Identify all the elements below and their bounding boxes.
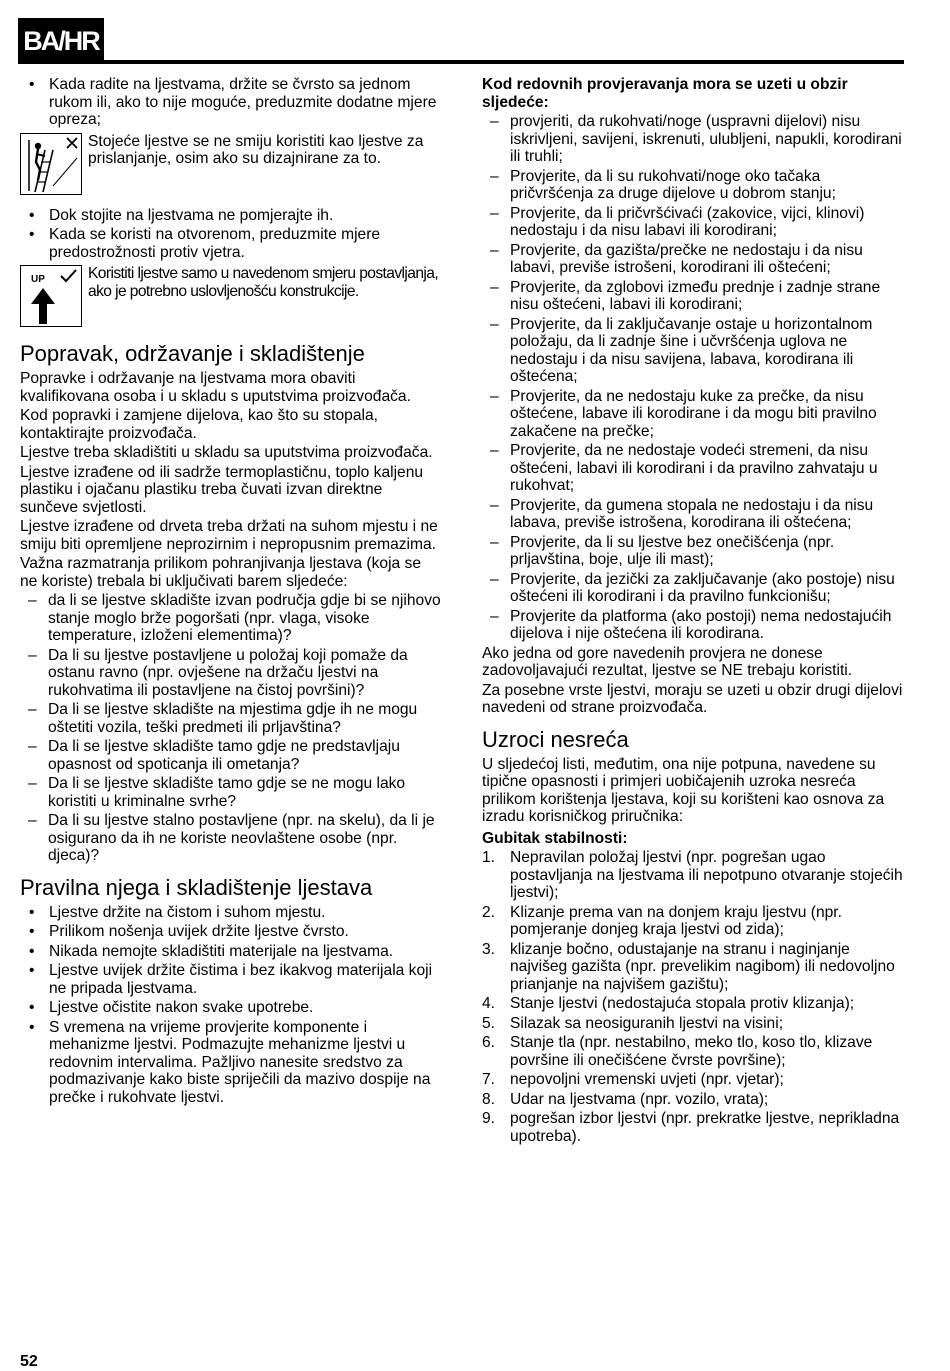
section-title-care: Pravilna njega i skladištenje ljestava <box>20 874 373 900</box>
bullet-item: • Dok stojite na ljestvama ne pomjerajte ih. <box>20 207 442 225</box>
paragraph: Popravke i održavanje na ljestvama mora obaviti kvalifikovana osoba i u skladu s uputstvima proizvođača. <box>20 370 411 405</box>
paragraph: U sljedećoj listi, međutim, ona nije potpuna, navedene su tipične opasnosti i primjeri uobičajenih uzroka nesreća prilikom korištenja ljestava, koji su korišteni kao osnova za izradu korisničkog priručnika: <box>482 755 885 825</box>
paragraph: Ljestve treba skladištiti u skladu sa uputstvima proizvođača. <box>20 444 433 461</box>
cause-item: 5. Silazak sa neosiguranih ljestvi na visini; <box>482 1014 784 1032</box>
paragraph: Kod popravki i zamjene dijelova, kao što su stopala, kontaktirajte proizvođača. <box>20 407 378 442</box>
header-rule <box>18 60 904 64</box>
page-number: 52 <box>20 1353 38 1370</box>
cause-item: 2. Klizanje prema van na donjem kraju ljestvu (npr. pomjeranje donjeg kraja ljestvi od zida); <box>482 903 842 938</box>
dash-item: – Da li se ljestve skladište tamo gdje se ne mogu lako koristiti u kriminalne svrhe? <box>20 775 442 810</box>
check-item: – Provjerite, da zglobovi između prednje i zadnje strane nisu oštećeni, labavi ili korodirani; <box>482 279 904 314</box>
paragraph: Ako jedna od gore navedenih provjera ne donese zadovoljavajući rezultat, ljestve se NE trebaju koristiti. <box>482 644 853 679</box>
check-item: – Provjerite, da ne nedostaje vodeći stremeni, da nisu oštećeni, labavi ili korodirani i da pravilno zahvataju u rukohvat; <box>482 442 904 495</box>
section-title-accidents: Uzroci nesreća <box>482 726 629 752</box>
check-item: – Provjerite, da gazišta/prečke ne nedostaju i da nisu labavi, previše istrošeni, korodirani ili oštećeni; <box>482 242 904 277</box>
ladder-lean-crossed-icon <box>20 133 82 195</box>
up-label: UP <box>31 274 45 285</box>
dash-item: – Da li se ljestve skladište na mjestima gdje ih ne mogu oštetiti vozila, teški predmeti ili prljavština? <box>20 701 442 736</box>
dash-item: – Da li su ljestve postavljene u položaj koji pomaže da ostanu ravno (npr. ovješene na držaču ljestvi na rukohvatima ili postavljene na čistoj površini)? <box>20 647 442 700</box>
check-item: – provjeriti, da rukohvati/noge (uspravni dijelovi) nisu iskrivljeni, savijeni, iskrenuti, ulubljeni, napukli, korodirani ili truhli; <box>482 113 904 166</box>
check-item: – Provjerite, da li pričvršćivaći (zakovice, vijci, klinovi) nedostaju i da nisu labavi ili korodirani; <box>482 205 904 240</box>
cause-item: 9. pogrešan izbor ljestvi (npr. prekratke ljestve, neprikladna upotreba). <box>482 1110 900 1145</box>
cause-item: 3. klizanje bočno, odustajanje na stranu i naginjanje najvišeg gazišta (npr. prevelikim nagibom) ili nedovoljno prianjanje na najvišem gazištu); <box>482 940 895 993</box>
check-item: – Provjerite, da li zaključavanje ostaje u horizontalnom položaju, da li zadnje šine i učvršćenja uglova ne nedostaju i da nisu savijena, labava, korodirana ili oštećena; <box>482 316 904 386</box>
stability-title: Gubitak stabilnosti: <box>482 829 628 847</box>
dash-item: – Da li se ljestve skladište tamo gdje ne predstavljaju opasnost od spoticanja ili ometanja? <box>20 738 442 773</box>
section-title-repair: Popravak, održavanje i skladištenje <box>20 341 365 366</box>
dash-item: – da li se ljestve skladište izvan područja gdje bi se njihovo stanje moglo brže pogoršati (npr. vlaga, visoke temperature, izloženi elementima)? <box>20 592 442 645</box>
bullet-item: • S vremena na vrijeme provjerite komponente i mehanizme ljestvi. Podmazujte mehanizme ljestvi u redovnim intervalima. Pažljivo nanesite sredstvo za podmazivanje kako biste spriječili da mazivo dospije na prečke i rukohvate ljestvi. <box>20 1019 442 1107</box>
up-arrow-check-icon <box>20 265 82 327</box>
check-item: – Provjerite, da li su ljestve bez onečišćenja (npr. prljavština, boje, ulje ili mast); <box>482 534 904 569</box>
language-badge: BA/HR <box>18 18 104 64</box>
paragraph: Ljestve izrađene od drveta treba držati na suhom mjestu i ne smiju biti opremljene neprozirnim i nepropusnim premazima. <box>20 518 438 553</box>
bullet-item: • Ljestve držite na čistom i suhom mjestu. <box>20 904 442 922</box>
bullet-item: • Ljestve očistite nakon svake upotrebe. <box>20 999 442 1017</box>
check-item: – Provjerite, da li su rukohvati/noge oko tačaka pričvršćenja za druge dijelove u dobrom stanju; <box>482 168 904 203</box>
cause-item: 7. nepovoljni vremenski uvjeti (npr. vjetar); <box>482 1071 784 1088</box>
left-column <box>20 76 442 1108</box>
paragraph: Za posebne vrste ljestvi, moraju se uzeti u obzir drugi dijelovi navedeni od strane proizvođača. <box>482 681 903 716</box>
warning-ladder-row <box>20 133 442 199</box>
direction-up-text: Koristiti ljestve samo u navedenom smjeru postavljanja, ako je potrebno uslovljenošću konstrukcije. <box>88 265 439 300</box>
checks-title: Kod redovnih provjeravanja mora se uzeti u obzir sljedeće: <box>482 76 848 111</box>
bullet-item: • Prilikom nošenja uvijek držite ljestve čvrsto. <box>20 923 442 941</box>
warning-ladder-text: Stojeće ljestve se ne smiju koristiti kao ljestve za prislanjanje, osim ako su dizajnirane za to. <box>88 132 424 167</box>
cause-item: 1. Nepravilan položaj ljestvi (npr. pogrešan ugao postavljanja na ljestvama ili nepotpuno otvaranje stojećih ljestvi); <box>482 849 903 901</box>
right-column <box>482 76 904 1147</box>
direction-up-row <box>20 265 442 331</box>
check-item: – Provjerite, da jezički za zaključavanje (ako postoje) nisu oštećeni ili korodirani i da pravilno funkcionišu; <box>482 571 904 606</box>
cause-item: 6. Stanje tla (npr. nestabilno, meko tlo, koso tlo, klizave površine ili onečišćene čvrste površine); <box>482 1034 873 1069</box>
cause-item: 8. Udar na ljestvama (npr. vozilo, vrata); <box>482 1090 769 1108</box>
check-item: – Provjerite, da ne nedostaju kuke za prečke, da nisu oštećene, labave ili korodirane i da mogu biti pravilno zakačene na prečke; <box>482 388 904 441</box>
bullet-item: • Nikada nemojte skladištiti materijale na ljestvama. <box>20 943 442 961</box>
bullet-item: • Kada se koristi na otvorenom, preduzmite mjere predostrožnosti protiv vjetra. <box>20 226 442 261</box>
paragraph: Ljestve izrađene od ili sadrže termoplastičnu, toplo kaljenu plastiku i ojačanu plastiku treba čuvati izvan direktne sunčeve svjetlosti. <box>20 463 424 516</box>
cause-item: 4. Stanje ljestvi (nedostajuća stopala protiv klizanja); <box>482 995 855 1012</box>
dash-item: – Da li su ljestve stalno postavljene (npr. na skelu), da li je osigurano da ih ne koriste neovlaštene osobe (npr. djeca)? <box>20 812 442 865</box>
paragraph: Važna razmatranja prilikom pohranjivanja ljestava (koja se ne koriste) trebala bi uključivati barem sljedeće: <box>20 555 422 590</box>
check-item: – Provjerite, da gumena stopala ne nedostaju i da nisu labava, previše istrošena, korodirana ili oštećena; <box>482 497 904 532</box>
bullet-item: • Ljestve uvijek držite čistima i bez ikakvog materijala koji ne pripada ljestvama. <box>20 962 442 997</box>
bullet-item: • Kada radite na ljestvama, držite se čvrsto sa jednom rukom ili, ako to nije moguće, preduzmite dodatne mjere opreza; <box>20 76 442 129</box>
check-item: – Provjerite da platforma (ako postoji) nema nedostajućih dijelova i nije oštećena ili korodirana. <box>482 608 904 643</box>
